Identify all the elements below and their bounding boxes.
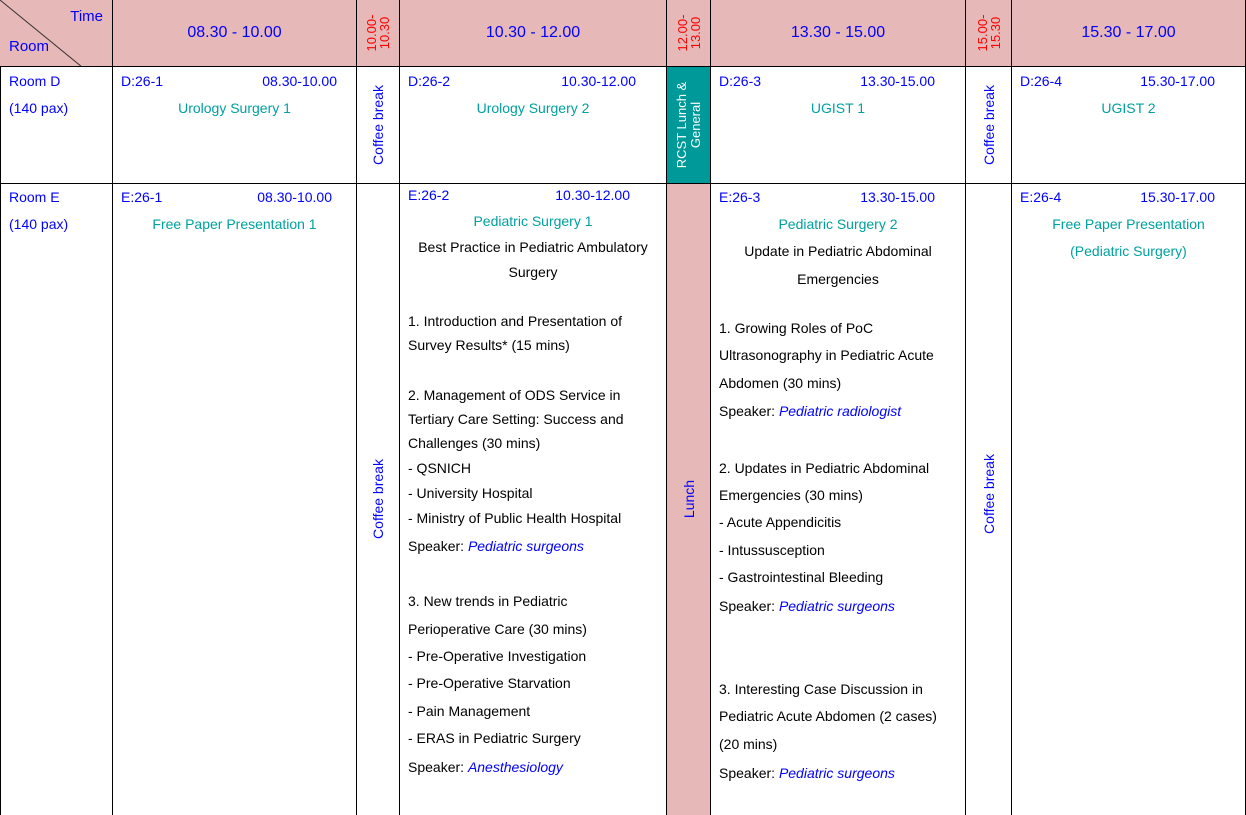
topic-line: Ultrasonography in Pediatric Acute	[719, 347, 934, 363]
topic-line: Survey Results* (15 mins)	[408, 337, 570, 353]
topic-line: - Intussusception	[719, 542, 825, 558]
session-code: E:26-2	[408, 187, 450, 203]
header-break-1-line2: 10.30	[377, 16, 392, 50]
speaker-line	[719, 598, 961, 614]
session-title: UGIST 1	[810, 100, 866, 116]
topic-line: - QSNICH	[408, 460, 471, 476]
topic-line: 1. Introduction and Presentation of	[408, 313, 623, 329]
lunch-d-line1: RCST Lunch &	[673, 81, 689, 169]
session-title: Urology Surgery 2	[476, 100, 590, 116]
session-code: D:26-4	[1020, 73, 1063, 89]
session-time: 10.30-12.00	[555, 187, 630, 203]
session-title-line2: (Pediatric Surgery)	[1070, 243, 1187, 259]
session-time: 10.30-12.00	[561, 73, 636, 89]
topic-line: Perioperative Care (30 mins)	[408, 621, 587, 637]
session-time: 13.30-15.00	[860, 73, 935, 89]
session-d26-1[interactable]	[113, 67, 357, 184]
speaker-name: Pediatric surgeons	[778, 765, 895, 781]
session-subtitle-line1: Best Practice in Pediatric Ambulatory	[418, 239, 648, 255]
topic-line: Abdomen (30 mins)	[719, 375, 842, 391]
lunch-label: Lunch	[680, 479, 697, 519]
header-slot-2	[400, 0, 667, 67]
session-time: 13.30-15.00	[860, 189, 935, 205]
topic-line: - Gastrointestinal Bleeding	[719, 569, 884, 585]
session-code: D:26-2	[408, 73, 451, 89]
session-time: 08.30-10.00	[257, 189, 332, 205]
session-time: 08.30-10.00	[262, 73, 337, 89]
speaker-name: Anesthesiology	[467, 759, 563, 775]
session-time: 15.30-17.00	[1140, 73, 1215, 89]
session-subtitle-line1: Update in Pediatric Abdominal	[744, 243, 932, 259]
header-time-label: Time	[70, 8, 103, 25]
session-code: D:26-3	[719, 73, 762, 89]
header-slot-1	[113, 0, 357, 67]
header-slot-4-label: 15.30 - 17.00	[1081, 24, 1176, 41]
header-slot-1-label: 08.30 - 10.00	[187, 24, 282, 41]
session-code: E:26-1	[121, 189, 163, 205]
session-title: Pediatric Surgery 1	[473, 213, 593, 229]
session-title: UGIST 2	[1101, 100, 1156, 116]
room-e-label-cell	[0, 184, 113, 815]
speaker-line	[408, 538, 662, 554]
coffee-break-label: Coffee break	[980, 454, 997, 534]
session-e26-2[interactable]	[400, 184, 667, 815]
session-code: E:26-4	[1020, 189, 1062, 205]
topic-line: - Ministry of Public Health Hospital	[408, 510, 622, 526]
speaker-label: Speaker:	[719, 598, 776, 614]
header-slot-3	[711, 0, 966, 67]
topic-line: 1. Growing Roles of PoC	[719, 320, 874, 336]
speaker-label: Speaker:	[408, 538, 465, 554]
lunch-d-line2: General	[687, 101, 703, 149]
session-title: Pediatric Surgery 2	[778, 216, 898, 232]
header-break-2	[667, 0, 711, 67]
session-e26-4[interactable]	[1012, 184, 1246, 815]
room-d-capacity: (140 pax)	[9, 100, 69, 116]
header-slot-3-label: 13.30 - 15.00	[790, 24, 886, 41]
room-d-name: Room D	[9, 73, 61, 89]
session-title: Free Paper Presentation 1	[152, 216, 317, 232]
session-time: 15.30-17.00	[1140, 189, 1215, 205]
topic-line: Pediatric Acute Abdomen (2 cases)	[719, 708, 937, 724]
topic-line: Emergencies (30 mins)	[719, 487, 863, 503]
header-break-3	[966, 0, 1012, 67]
header-break-1-line1: 10.00-	[364, 14, 379, 52]
session-d26-2[interactable]	[400, 67, 667, 184]
coffee-break-label: Coffee break	[370, 85, 386, 165]
topic-line: - Pre-Operative Starvation	[408, 675, 571, 691]
room-e-name: Room E	[9, 189, 60, 205]
header-slot-4	[1012, 0, 1246, 67]
session-title: Urology Surgery 1	[178, 100, 291, 116]
topic-line: - Acute Appendicitis	[719, 514, 842, 530]
topic-line: (20 mins)	[719, 736, 778, 752]
topic-line: 3. Interesting Case Discussion in	[719, 681, 923, 697]
coffee-break-label: Coffee break	[980, 85, 997, 165]
speaker-line	[719, 765, 961, 781]
room-d-label-cell	[0, 67, 113, 184]
lunch-d	[667, 67, 711, 184]
topic-line: - Pre-Operative Investigation	[408, 648, 587, 664]
speaker-name: Pediatric surgeons	[778, 598, 895, 614]
speaker-line	[719, 403, 961, 419]
topic-line: 2. Updates in Pediatric Abdominal	[719, 460, 930, 476]
speaker-name: Pediatric radiologist	[778, 403, 902, 419]
session-subtitle-line2: Surgery	[508, 264, 558, 280]
lunch-e	[667, 184, 711, 815]
coffee-break-d-1	[357, 67, 400, 184]
header-room-label: Room	[9, 38, 50, 55]
session-subtitle-line2: Emergencies	[797, 271, 879, 287]
session-d26-4[interactable]	[1012, 67, 1246, 184]
speaker-label: Speaker:	[719, 765, 776, 781]
session-code: E:26-3	[719, 189, 761, 205]
header-break-2-line1: 12.00-	[674, 14, 690, 52]
topic-line: 2. Management of ODS Service in	[408, 387, 621, 403]
session-e26-1[interactable]	[113, 184, 357, 815]
header-break-1	[357, 0, 400, 67]
header-slot-2-label: 10.30 - 12.00	[485, 24, 581, 41]
coffee-break-label: Coffee break	[370, 459, 386, 539]
topic-line: Challenges (30 mins)	[408, 435, 541, 451]
session-code: D:26-1	[121, 73, 164, 89]
header-break-2-line2: 13.00	[687, 16, 703, 50]
header-break-3-line2: 15.30	[987, 16, 1003, 50]
coffee-break-d-2	[966, 67, 1012, 184]
topic-line: - University Hospital	[408, 485, 533, 501]
room-e-capacity: (140 pax)	[9, 216, 69, 232]
topic-line: - ERAS in Pediatric Surgery	[408, 730, 581, 746]
header-break-3-line1: 15.00-	[974, 14, 990, 52]
session-title-line1: Free Paper Presentation	[1052, 216, 1205, 232]
session-d26-3[interactable]	[711, 67, 966, 184]
speaker-label: Speaker:	[719, 403, 776, 419]
header-time-room-corner	[0, 0, 113, 67]
coffee-break-e-1	[357, 184, 400, 815]
speaker-label: Speaker:	[408, 759, 465, 775]
coffee-break-e-2	[966, 184, 1012, 815]
session-e26-3[interactable]	[711, 184, 966, 815]
topic-line: Tertiary Care Setting: Success and	[408, 411, 624, 427]
topic-line: - Pain Management	[408, 703, 531, 719]
topic-line: 3. New trends in Pediatric	[408, 593, 568, 609]
speaker-line	[408, 759, 662, 775]
speaker-name: Pediatric surgeons	[467, 538, 584, 554]
